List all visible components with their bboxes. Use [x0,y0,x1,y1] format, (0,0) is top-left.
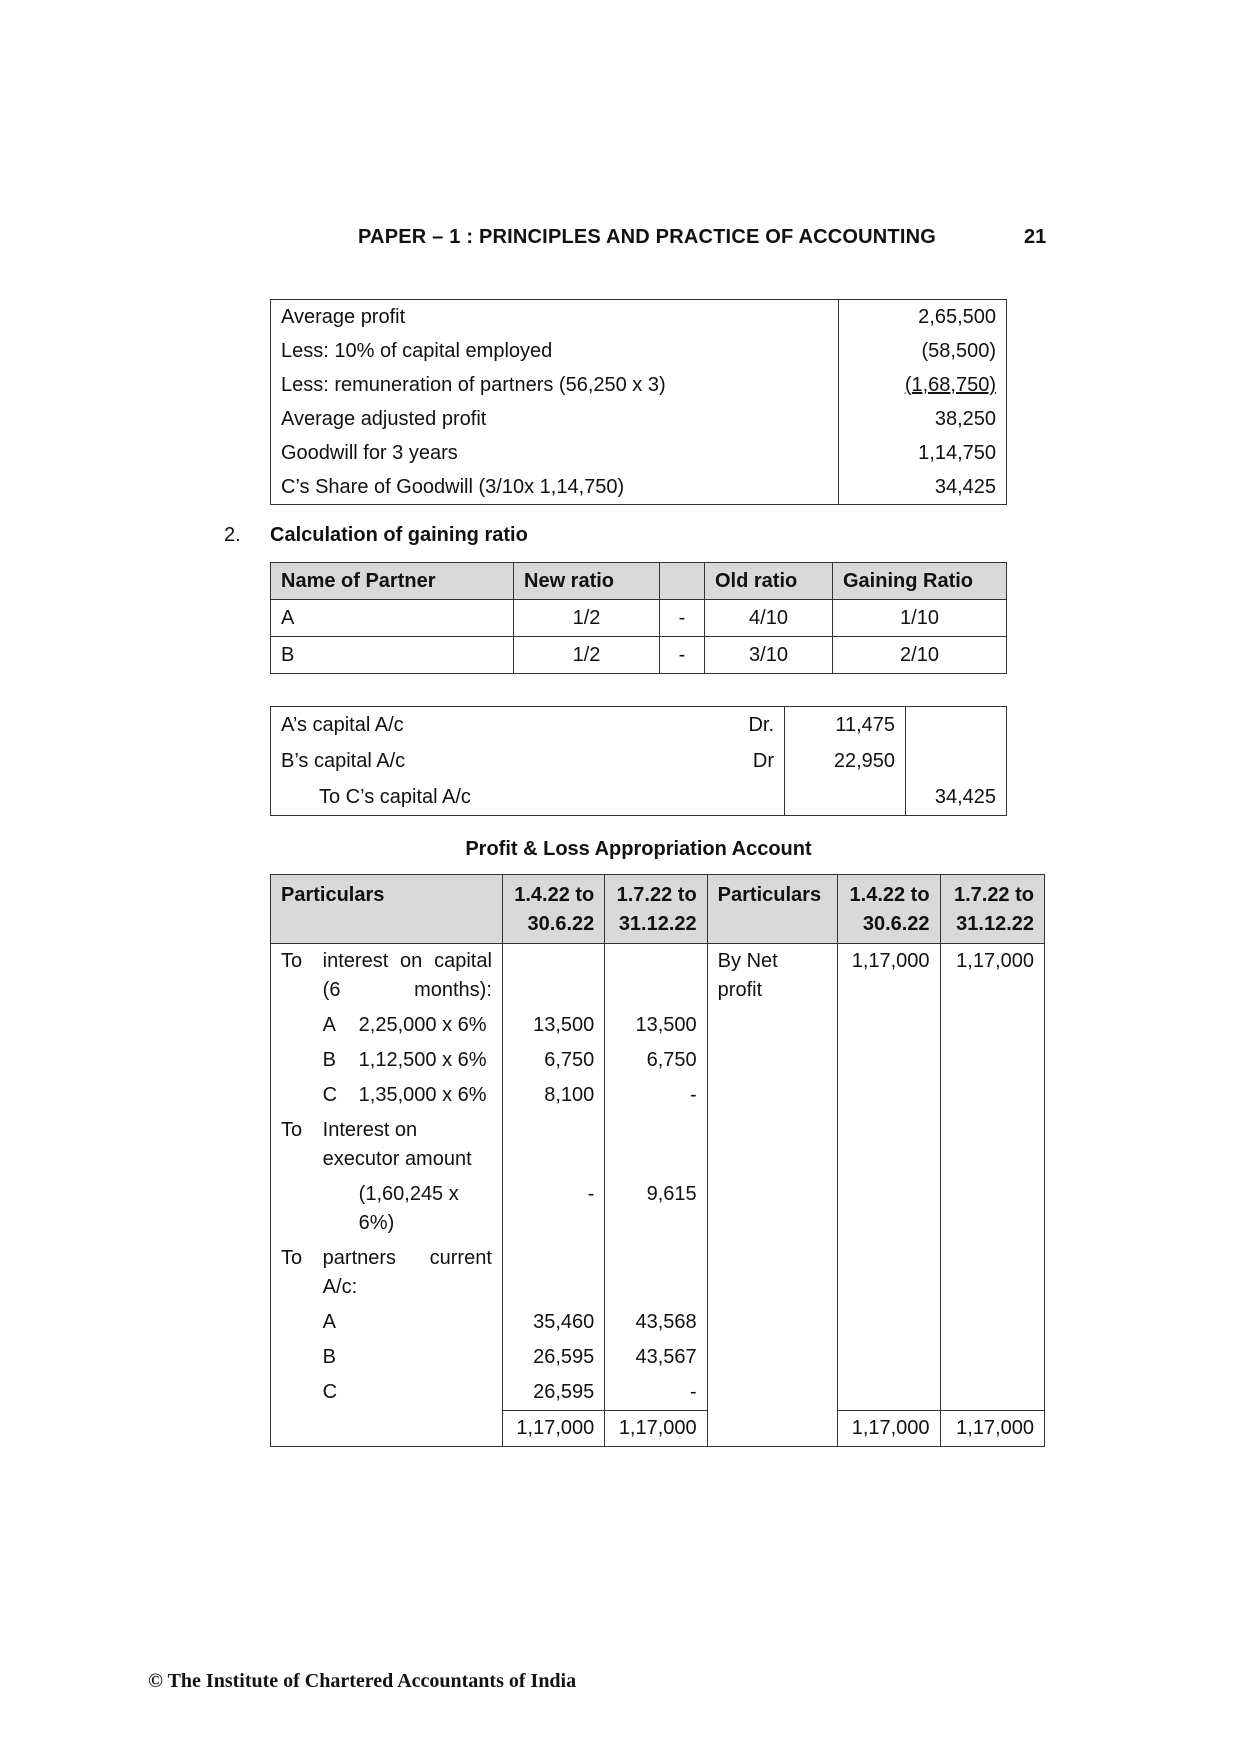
empty-cell [838,1113,940,1177]
empty-cell [707,1241,838,1305]
journal-entry-table [270,706,1007,816]
amount-period2: - [605,1375,707,1411]
table-row [271,944,1045,1009]
cell: 1/2 [514,600,660,637]
column-header: Particulars [707,875,838,944]
table-row [271,707,1007,744]
table-row [271,1113,1045,1177]
to-cell [271,1340,317,1375]
total-left-period1: 1,17,000 [502,1411,604,1447]
empty-cell [838,1008,940,1043]
amount-cell [502,1113,604,1177]
to-cell [271,1078,317,1113]
amount-cell [502,944,604,1009]
column-header [660,563,705,600]
cell: 1/2 [514,637,660,674]
empty-cell [838,1305,940,1340]
amount-period2: 6,750 [605,1043,707,1078]
amount-period1: 8,100 [502,1078,604,1113]
cell: 3/10 [705,637,833,674]
cell: A [271,600,514,637]
row-amount-cell [839,368,1007,402]
to-cell [271,1177,317,1241]
amount-period1: 13,500 [502,1008,604,1043]
column-header: Gaining Ratio [833,563,1007,600]
journal-debit: 11,475 [785,707,906,744]
amount-cell [605,1241,707,1305]
table-row [271,600,1007,637]
empty-cell [317,1411,503,1447]
row-label: Average adjusted profit [281,408,487,430]
empty-cell [940,1113,1044,1177]
amount-cell [605,944,707,1009]
to-cell [271,1043,317,1078]
table-row [271,436,1007,470]
table-row [271,1340,1045,1375]
to-cell [271,1305,317,1340]
column-header: New ratio [514,563,660,600]
journal-credit [906,743,1007,779]
row-label: Less: 10% of capital employed [281,340,553,362]
journal-dr: Dr [752,750,774,772]
journal-credit [906,707,1007,744]
calc-text: 1,12,500 x 6% [358,1049,487,1071]
column-header: Particulars [271,875,503,944]
amount-period1: 26,595 [502,1375,604,1411]
empty-cell [838,1043,940,1078]
journal-debit: 22,950 [785,743,906,779]
table-row [271,1177,1045,1241]
empty-cell [707,1078,838,1113]
empty-cell [940,1078,1044,1113]
table-row [271,402,1007,436]
net-profit-period1: 1,17,000 [838,944,940,1009]
column-header: Name of Partner [271,563,514,600]
table-header-row [271,875,1045,944]
journal-dr: Dr. [748,714,774,736]
empty-cell [707,1177,838,1241]
total-right-period1: 1,17,000 [838,1411,940,1447]
empty-cell [707,1375,838,1411]
table-row [271,470,1007,505]
column-header: 1.7.22 to 31.12.22 [605,875,707,944]
empty-cell [707,1305,838,1340]
amount-period2: 43,567 [605,1340,707,1375]
table-row [271,1043,1045,1078]
footer-copyright: © The Institute of Chartered Accountants of India [148,1670,577,1692]
pl-account-title: Profit & Loss Appropriation Account [465,838,812,860]
amount-period1: 6,750 [502,1043,604,1078]
executor-calc: (1,60,245 x 6%) [358,1183,459,1234]
cell: 2/10 [833,637,1007,674]
journal-debit [785,779,906,816]
journal-credit: 34,425 [906,779,1007,816]
journal-account: A’s capital A/c [281,714,404,736]
empty-cell [707,1340,838,1375]
row-label: C’s Share of Goodwill (3/10x 1,14,750) [281,476,625,498]
empty-cell [838,1375,940,1411]
column-header: 1.7.22 to 31.12.22 [940,875,1044,944]
empty-cell [707,1043,838,1078]
partner-letter: A [322,1014,337,1036]
partners-current-label: partners current A/c: [322,1247,492,1298]
total-right-period2: 1,17,000 [940,1411,1044,1447]
partner-letter: A [322,1311,337,1333]
column-header: 1.4.22 to 30.6.22 [838,875,940,944]
row-label: Goodwill for 3 years [281,442,458,464]
gaining-ratio-table [270,562,1007,674]
partner-letter: C [322,1381,338,1403]
calc-text: 1,35,000 x 6% [358,1084,487,1106]
table-row [271,1078,1045,1113]
empty-cell [838,1177,940,1241]
cell: 4/10 [705,600,833,637]
empty-cell [940,1241,1044,1305]
empty-cell [940,1340,1044,1375]
column-header: 1.4.22 to 30.6.22 [502,875,604,944]
partner-calc-cell [317,1043,503,1078]
table-row [271,1305,1045,1340]
table-row [271,300,1007,335]
partner-letter: B [322,1049,337,1071]
row-amount: 2,65,500 [839,300,1007,335]
section-number: 2. [224,524,241,546]
amount-period2: 43,568 [605,1305,707,1340]
to-label: To [281,950,303,972]
page-number: 21 [1024,226,1047,248]
table-row [271,1008,1045,1043]
column-header: Old ratio [705,563,833,600]
page-header-title: PAPER – 1 : PRINCIPLES AND PRACTICE OF ACCOUNTING [358,226,936,248]
amount-period2: 9,615 [605,1177,707,1241]
row-amount: 1,14,750 [839,436,1007,470]
empty-cell [940,1008,1044,1043]
cell: B [271,637,514,674]
amount-cell [605,1113,707,1177]
row-label: Less: remuneration of partners (56,250 x 3) [281,374,666,396]
by-net-profit-label: By Net profit [707,944,838,1009]
total-left-period2: 1,17,000 [605,1411,707,1447]
empty-cell [838,1078,940,1113]
calc-text: 2,25,000 x 6% [358,1014,487,1036]
empty-cell [838,1241,940,1305]
total-row [271,1411,1045,1447]
journal-account: To C’s capital A/c [319,786,471,808]
empty-cell [838,1340,940,1375]
empty-cell [940,1375,1044,1411]
journal-dr [724,779,785,816]
amount-period1: 26,595 [502,1340,604,1375]
empty-cell [940,1177,1044,1241]
to-cell [271,1411,317,1447]
row-amount: 38,250 [839,402,1007,436]
row-label: Average profit [281,306,406,328]
amount-cell [502,1241,604,1305]
empty-cell [707,1113,838,1177]
empty-cell [707,1411,838,1447]
amount-period2: - [605,1078,707,1113]
amount-period1: - [502,1177,604,1241]
table-row [271,1375,1045,1411]
goodwill-calculation-table [270,299,1007,505]
to-label: To [281,1247,303,1269]
empty-cell [707,1008,838,1043]
journal-account: B’s capital A/c [281,750,406,772]
cell: - [660,600,705,637]
row-amount: 34,425 [839,470,1007,505]
to-label: To [281,1119,303,1141]
table-row [271,779,1007,816]
table-row [271,743,1007,779]
partner-letter: B [322,1346,337,1368]
row-amount: (1,68,750) [904,374,996,396]
cell: - [660,637,705,674]
section-title: Calculation of gaining ratio [270,524,528,546]
amount-period2: 13,500 [605,1008,707,1043]
empty-cell [940,1043,1044,1078]
partner-calc-cell [317,1008,503,1043]
partner-letter: C [322,1084,338,1106]
interest-executor-label: Interest on executor amount [322,1119,472,1170]
pl-appropriation-table [270,874,1045,1447]
to-cell [271,1008,317,1043]
table-row [271,368,1007,402]
row-amount: (58,500) [839,334,1007,368]
partner-calc-cell [317,1078,503,1113]
net-profit-period2: 1,17,000 [940,944,1044,1009]
table-row [271,1241,1045,1305]
empty-cell [940,1305,1044,1340]
interest-on-capital-label: interest on capital (6 months): [322,950,492,1001]
amount-period1: 35,460 [502,1305,604,1340]
table-row [271,334,1007,368]
cell: 1/10 [833,600,1007,637]
table-header-row [271,563,1007,600]
table-row [271,637,1007,674]
to-cell [271,1375,317,1411]
